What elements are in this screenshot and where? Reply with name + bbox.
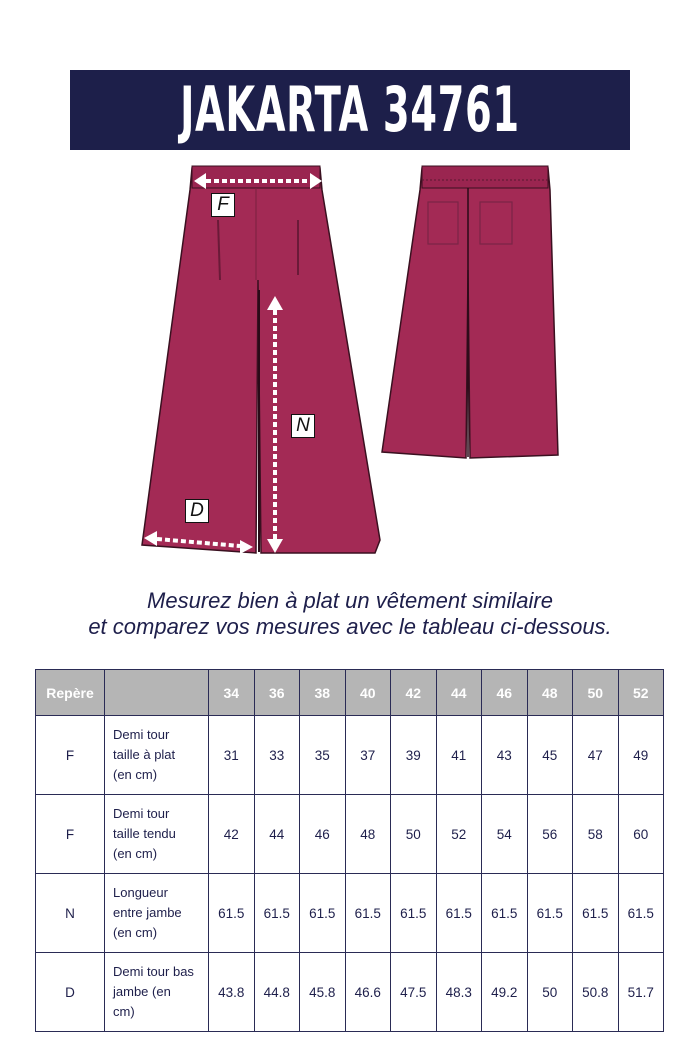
cell-value: 47	[573, 716, 619, 795]
cell-value: 50	[391, 795, 437, 874]
front-trousers	[142, 166, 380, 554]
description-line: (en cm)	[113, 925, 158, 940]
header-size: 42	[391, 670, 437, 716]
header-size: 52	[618, 670, 664, 716]
row-description	[105, 716, 209, 795]
title-banner	[70, 70, 630, 150]
description-line: Longueur	[113, 885, 168, 900]
cell-value: 56	[527, 795, 573, 874]
cell-value: 61.5	[345, 874, 391, 953]
cell-value: 37	[345, 716, 391, 795]
cell-value: 44	[254, 795, 300, 874]
table-header-row	[36, 670, 664, 716]
cell-value: 42	[209, 795, 255, 874]
row-mark: F	[36, 716, 105, 795]
description-line: taille à plat	[113, 747, 176, 762]
cell-value: 48.3	[436, 953, 482, 1032]
cell-value: 61.5	[254, 874, 300, 953]
cell-value: 46	[300, 795, 346, 874]
cell-value: 61.5	[482, 874, 528, 953]
header-size: 38	[300, 670, 346, 716]
cell-value: 47.5	[391, 953, 437, 1032]
garment-illustration	[130, 160, 580, 560]
label-n: N	[291, 414, 315, 438]
description-line: (en cm)	[113, 767, 158, 782]
cell-value: 48	[345, 795, 391, 874]
cell-value: 43.8	[209, 953, 255, 1032]
header-size: 34	[209, 670, 255, 716]
cell-value: 44.8	[254, 953, 300, 1032]
header-size: 50	[573, 670, 619, 716]
back-trousers	[382, 166, 558, 458]
cell-value: 46.6	[345, 953, 391, 1032]
row-description	[105, 953, 209, 1032]
description-line: (en cm)	[113, 846, 158, 861]
cell-value: 61.5	[300, 874, 346, 953]
cell-value: 50	[527, 953, 573, 1032]
row-description	[105, 795, 209, 874]
description-line: Demi tour	[113, 806, 170, 821]
row-mark: F	[36, 795, 105, 874]
cell-value: 51.7	[618, 953, 664, 1032]
cell-value: 61.5	[618, 874, 664, 953]
description-line: Demi tour	[113, 727, 170, 742]
description-line: jambe (en	[113, 984, 171, 999]
table-row	[36, 953, 664, 1032]
cell-value: 39	[391, 716, 437, 795]
header-size: 36	[254, 670, 300, 716]
header-description	[105, 670, 209, 716]
description-line: taille tendu	[113, 826, 176, 841]
row-mark: N	[36, 874, 105, 953]
description-line: entre jambe	[113, 905, 182, 920]
cell-value: 45.8	[300, 953, 346, 1032]
header-mark: Repère	[36, 670, 105, 716]
cell-value: 49.2	[482, 953, 528, 1032]
product-title: JAKARTA 34761	[180, 73, 520, 146]
cell-value: 35	[300, 716, 346, 795]
header-size: 40	[345, 670, 391, 716]
label-d: D	[185, 499, 209, 523]
header-size: 48	[527, 670, 573, 716]
table-row	[36, 795, 664, 874]
cell-value: 58	[573, 795, 619, 874]
description-line: Demi tour bas	[113, 964, 194, 979]
row-description	[105, 874, 209, 953]
header-size: 44	[436, 670, 482, 716]
label-f: F	[211, 193, 235, 217]
table-row	[36, 874, 664, 953]
cell-value: 54	[482, 795, 528, 874]
cell-value: 45	[527, 716, 573, 795]
description-line: cm)	[113, 1004, 135, 1019]
cell-value: 49	[618, 716, 664, 795]
row-mark: D	[36, 953, 105, 1032]
header-size: 46	[482, 670, 528, 716]
cell-value: 43	[482, 716, 528, 795]
size-chart-table	[35, 669, 664, 1032]
cell-value: 61.5	[209, 874, 255, 953]
measurement-instructions	[0, 588, 700, 640]
cell-value: 61.5	[573, 874, 619, 953]
cell-value: 52	[436, 795, 482, 874]
instructions-line-2: et comparez vos mesures avec le tableau ci-dessous.	[88, 614, 612, 639]
cell-value: 41	[436, 716, 482, 795]
cell-value: 60	[618, 795, 664, 874]
cell-value: 33	[254, 716, 300, 795]
cell-value: 50.8	[573, 953, 619, 1032]
table-row	[36, 716, 664, 795]
cell-value: 61.5	[391, 874, 437, 953]
cell-value: 61.5	[527, 874, 573, 953]
cell-value: 31	[209, 716, 255, 795]
cell-value: 61.5	[436, 874, 482, 953]
instructions-line-1: Mesurez bien à plat un vêtement similaire	[147, 588, 553, 613]
